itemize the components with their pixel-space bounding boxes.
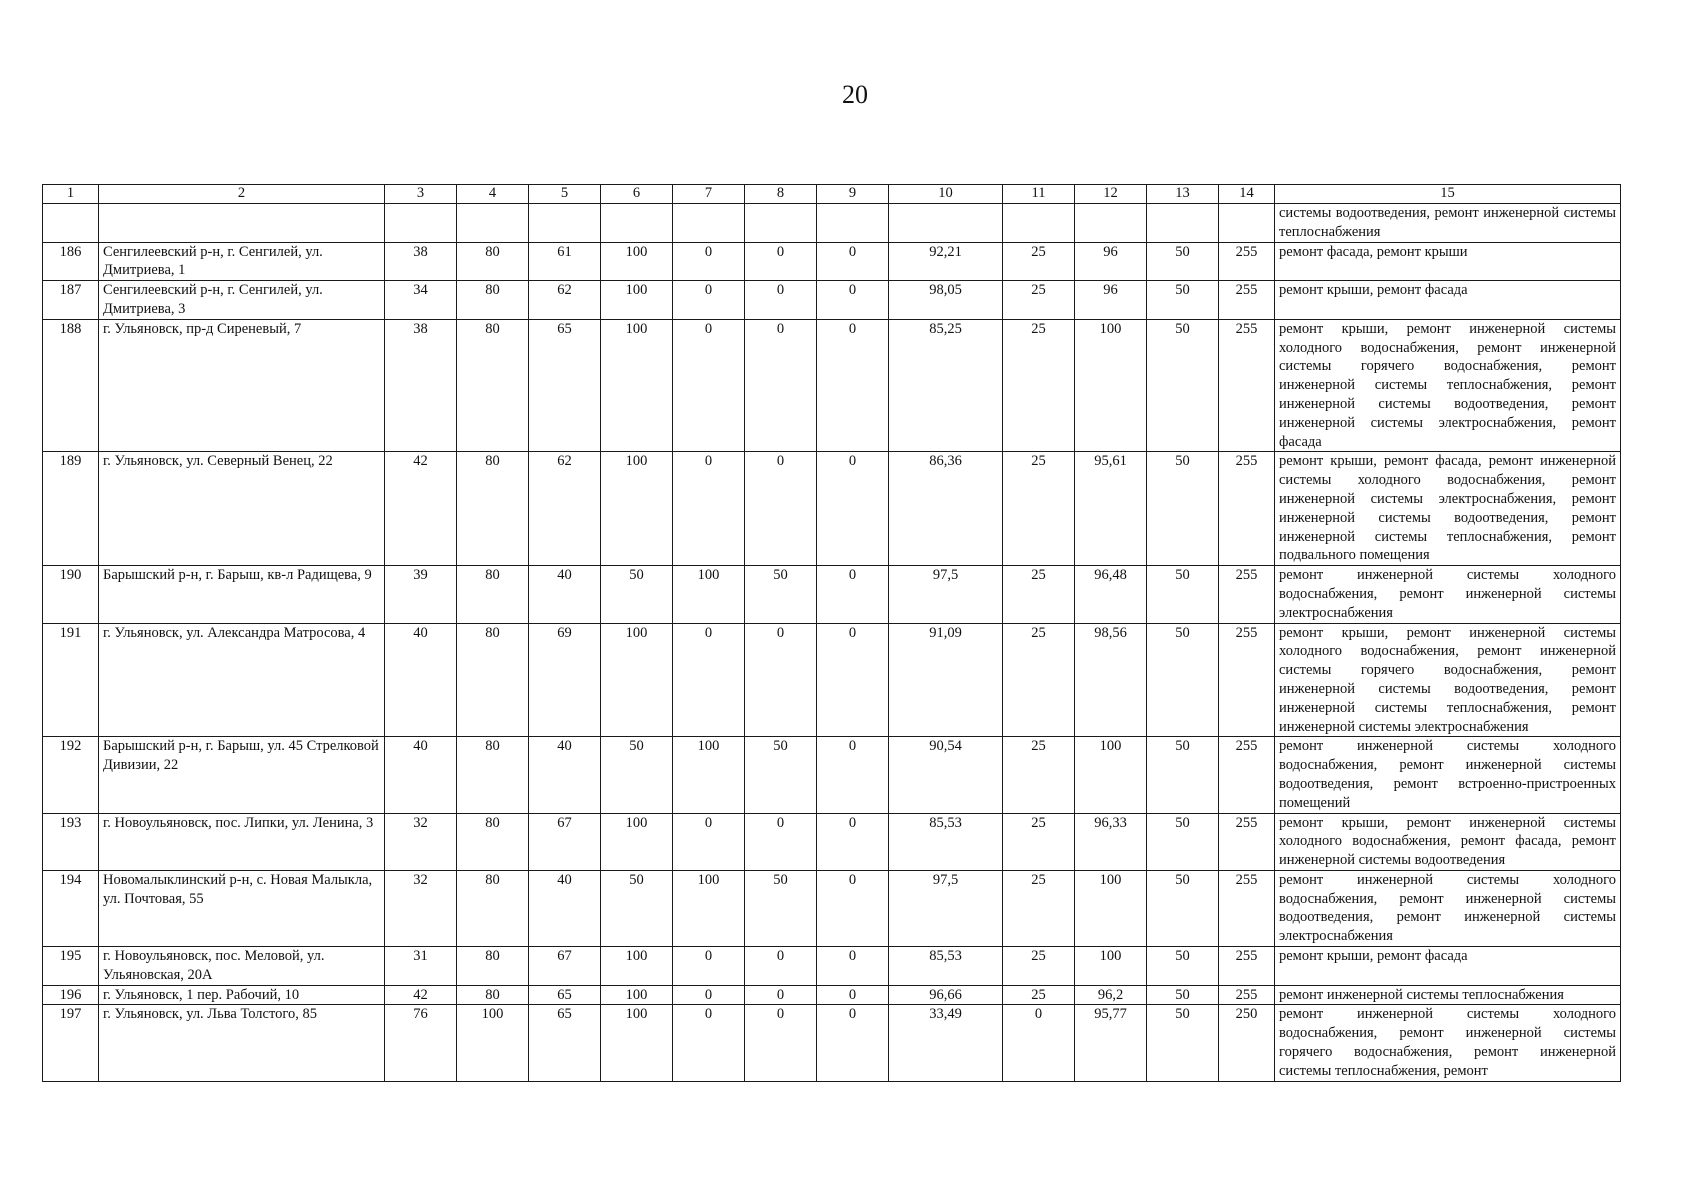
value-cell-col-13: 50 xyxy=(1147,452,1219,566)
value-cell-col-6: 100 xyxy=(601,623,673,737)
column-header-13: 13 xyxy=(1147,185,1219,204)
value-cell-col-3: 40 xyxy=(385,623,457,737)
works-text: ремонт фасада, ремонт крыши xyxy=(1279,243,1468,260)
column-header-11: 11 xyxy=(1003,185,1075,204)
value-cell-col-12: 95,77 xyxy=(1075,1005,1147,1081)
value-cell-col-7: 0 xyxy=(673,242,745,281)
value-cell-col-6: 100 xyxy=(601,242,673,281)
value-cell-col-3: 34 xyxy=(385,281,457,320)
value-cell-col-10: 90,54 xyxy=(889,737,1003,813)
value-cell-col-5: 40 xyxy=(529,737,601,813)
value-cell-col-12: 95,61 xyxy=(1075,452,1147,566)
value-cell-col-13: 50 xyxy=(1147,281,1219,320)
value-cell-col-8: 0 xyxy=(745,319,817,452)
table-row xyxy=(43,566,1621,623)
row-number: 194 xyxy=(43,870,99,946)
value-cell-col-10: 96,66 xyxy=(889,985,1003,1005)
value-cell-col-11: 25 xyxy=(1003,813,1075,870)
value-cell-col-5: 61 xyxy=(529,242,601,281)
table-row xyxy=(43,813,1621,870)
value-cell-col-9: 0 xyxy=(817,319,889,452)
address-cell: Новомалыклинский р-н, с. Новая Малыкла, ул. Почтовая, 55 xyxy=(99,870,385,946)
value-cell-col-13: 50 xyxy=(1147,242,1219,281)
row-number xyxy=(43,204,99,243)
value-cell-col-3: 39 xyxy=(385,566,457,623)
value-cell-col-7: 0 xyxy=(673,947,745,986)
column-header-15: 15 xyxy=(1275,185,1621,204)
value-cell-col-5: 65 xyxy=(529,985,601,1005)
works-text: ремонт инженерной системы холодного водоснабжения, ремонт инженерной системы водоотведения, ремонт встроенно-пристроенных помещений xyxy=(1279,738,1616,811)
value-cell-col-7: 100 xyxy=(673,566,745,623)
works-text: ремонт крыши, ремонт инженерной системы холодного водоснабжения, ремонт фасада, ремонт инженерной системы водоотведения xyxy=(1279,814,1616,869)
value-cell-col-3 xyxy=(385,204,457,243)
value-cell-col-8: 0 xyxy=(745,242,817,281)
works-cell xyxy=(1275,870,1621,946)
value-cell-col-8: 0 xyxy=(745,281,817,320)
value-cell-col-12: 96 xyxy=(1075,281,1147,320)
value-cell-col-12: 98,56 xyxy=(1075,623,1147,737)
address-cell xyxy=(99,204,385,243)
value-cell-col-9: 0 xyxy=(817,813,889,870)
value-cell-col-9: 0 xyxy=(817,242,889,281)
value-cell-col-11: 25 xyxy=(1003,319,1075,452)
column-header-10: 10 xyxy=(889,185,1003,204)
value-cell-col-13: 50 xyxy=(1147,737,1219,813)
value-cell-col-14: 255 xyxy=(1219,319,1275,452)
table-row xyxy=(43,319,1621,452)
value-cell-col-9: 0 xyxy=(817,1005,889,1081)
value-cell-col-4: 80 xyxy=(457,452,529,566)
value-cell-col-7 xyxy=(673,204,745,243)
value-cell-col-10: 33,49 xyxy=(889,1005,1003,1081)
row-number: 195 xyxy=(43,947,99,986)
value-cell-col-13: 50 xyxy=(1147,319,1219,452)
works-cell xyxy=(1275,566,1621,623)
works-cell xyxy=(1275,281,1621,320)
works-text: ремонт крыши, ремонт фасада, ремонт инженерной системы холодного водоснабжения, ремонт инженерной системы электроснабжения, ремонт инженерной системы водоотведения, ремонт инженерной системы теплоснабжения, ремонт подвального помещения xyxy=(1279,453,1616,564)
table-row xyxy=(43,281,1621,320)
value-cell-col-5: 65 xyxy=(529,319,601,452)
address-cell: г. Ульяновск, ул. Северный Венец, 22 xyxy=(99,452,385,566)
value-cell-col-4: 80 xyxy=(457,737,529,813)
value-cell-col-12: 100 xyxy=(1075,319,1147,452)
value-cell-col-6: 100 xyxy=(601,281,673,320)
address-cell: г. Новоульяновск, пос. Меловой, ул. Ульяновская, 20А xyxy=(99,947,385,986)
value-cell-col-5: 62 xyxy=(529,452,601,566)
column-header-4: 4 xyxy=(457,185,529,204)
address-cell: г. Ульяновск, ул. Александра Матросова, 4 xyxy=(99,623,385,737)
value-cell-col-14: 255 xyxy=(1219,737,1275,813)
row-number: 191 xyxy=(43,623,99,737)
value-cell-col-8: 0 xyxy=(745,452,817,566)
value-cell-col-7: 0 xyxy=(673,985,745,1005)
value-cell-col-12 xyxy=(1075,204,1147,243)
table-body xyxy=(43,204,1621,1082)
value-cell-col-6: 100 xyxy=(601,985,673,1005)
works-cell xyxy=(1275,985,1621,1005)
value-cell-col-3: 42 xyxy=(385,985,457,1005)
value-cell-col-14: 255 xyxy=(1219,242,1275,281)
value-cell-col-9: 0 xyxy=(817,737,889,813)
column-header-5: 5 xyxy=(529,185,601,204)
value-cell-col-14: 255 xyxy=(1219,452,1275,566)
value-cell-col-6: 100 xyxy=(601,947,673,986)
value-cell-col-11: 0 xyxy=(1003,1005,1075,1081)
value-cell-col-11: 25 xyxy=(1003,281,1075,320)
table-row xyxy=(43,947,1621,986)
value-cell-col-11: 25 xyxy=(1003,623,1075,737)
works-text: ремонт крыши, ремонт фасада xyxy=(1279,282,1468,299)
value-cell-col-8: 0 xyxy=(745,813,817,870)
value-cell-col-4: 80 xyxy=(457,870,529,946)
value-cell-col-4: 80 xyxy=(457,566,529,623)
column-header-3: 3 xyxy=(385,185,457,204)
column-header-7: 7 xyxy=(673,185,745,204)
column-header-9: 9 xyxy=(817,185,889,204)
table-header xyxy=(43,185,1621,204)
value-cell-col-10: 85,53 xyxy=(889,813,1003,870)
value-cell-col-6: 100 xyxy=(601,319,673,452)
value-cell-col-10: 86,36 xyxy=(889,452,1003,566)
value-cell-col-5: 62 xyxy=(529,281,601,320)
value-cell-col-8 xyxy=(745,204,817,243)
value-cell-col-8: 0 xyxy=(745,985,817,1005)
value-cell-col-11: 25 xyxy=(1003,737,1075,813)
value-cell-col-5: 40 xyxy=(529,870,601,946)
row-number: 187 xyxy=(43,281,99,320)
value-cell-col-12: 96,2 xyxy=(1075,985,1147,1005)
value-cell-col-4: 80 xyxy=(457,319,529,452)
table-row xyxy=(43,870,1621,946)
value-cell-col-13: 50 xyxy=(1147,566,1219,623)
works-text: ремонт крыши, ремонт инженерной системы холодного водоснабжения, ремонт инженерной системы горячего водоснабжения, ремонт инженерной системы водоотведения, ремонт инженерной системы теплоснабжения, ремонт инженерной системы электроснабжения xyxy=(1279,624,1616,735)
address-cell: Сенгилеевский р-н, г. Сенгилей, ул. Дмитриева, 3 xyxy=(99,281,385,320)
value-cell-col-9: 0 xyxy=(817,281,889,320)
value-cell-col-7: 0 xyxy=(673,1005,745,1081)
value-cell-col-14: 255 xyxy=(1219,870,1275,946)
value-cell-col-8: 0 xyxy=(745,623,817,737)
value-cell-col-13: 50 xyxy=(1147,623,1219,737)
works-cell xyxy=(1275,242,1621,281)
value-cell-col-3: 40 xyxy=(385,737,457,813)
value-cell-col-4: 80 xyxy=(457,947,529,986)
value-cell-col-4: 100 xyxy=(457,1005,529,1081)
address-cell: Сенгилеевский р-н, г. Сенгилей, ул. Дмитриева, 1 xyxy=(99,242,385,281)
value-cell-col-3: 32 xyxy=(385,870,457,946)
header-row xyxy=(43,185,1621,204)
value-cell-col-14: 250 xyxy=(1219,1005,1275,1081)
value-cell-col-4: 80 xyxy=(457,242,529,281)
row-number: 197 xyxy=(43,1005,99,1081)
value-cell-col-9: 0 xyxy=(817,947,889,986)
value-cell-col-11: 25 xyxy=(1003,985,1075,1005)
value-cell-col-6: 50 xyxy=(601,566,673,623)
value-cell-col-11: 25 xyxy=(1003,566,1075,623)
value-cell-col-4 xyxy=(457,204,529,243)
value-cell-col-7: 0 xyxy=(673,813,745,870)
row-number: 192 xyxy=(43,737,99,813)
row-number: 190 xyxy=(43,566,99,623)
value-cell-col-3: 38 xyxy=(385,242,457,281)
address-cell: г. Ульяновск, пр-д Сиреневый, 7 xyxy=(99,319,385,452)
value-cell-col-12: 96,33 xyxy=(1075,813,1147,870)
value-cell-col-10: 85,25 xyxy=(889,319,1003,452)
value-cell-col-9: 0 xyxy=(817,985,889,1005)
value-cell-col-11: 25 xyxy=(1003,242,1075,281)
value-cell-col-5: 40 xyxy=(529,566,601,623)
row-number: 186 xyxy=(43,242,99,281)
works-cell xyxy=(1275,623,1621,737)
works-cell xyxy=(1275,947,1621,986)
column-header-12: 12 xyxy=(1075,185,1147,204)
value-cell-col-10: 97,5 xyxy=(889,566,1003,623)
table-row xyxy=(43,737,1621,813)
value-cell-col-14: 255 xyxy=(1219,566,1275,623)
row-number: 196 xyxy=(43,985,99,1005)
value-cell-col-4: 80 xyxy=(457,623,529,737)
value-cell-col-10 xyxy=(889,204,1003,243)
value-cell-col-7: 100 xyxy=(673,737,745,813)
value-cell-col-3: 76 xyxy=(385,1005,457,1081)
works-cell xyxy=(1275,737,1621,813)
value-cell-col-12: 96 xyxy=(1075,242,1147,281)
value-cell-col-13: 50 xyxy=(1147,813,1219,870)
value-cell-col-11: 25 xyxy=(1003,947,1075,986)
works-cell xyxy=(1275,204,1621,243)
value-cell-col-6 xyxy=(601,204,673,243)
value-cell-col-11 xyxy=(1003,204,1075,243)
works-cell xyxy=(1275,813,1621,870)
address-cell: г. Ульяновск, 1 пер. Рабочий, 10 xyxy=(99,985,385,1005)
works-text: ремонт инженерной системы теплоснабжения xyxy=(1279,986,1564,1003)
value-cell-col-8: 50 xyxy=(745,870,817,946)
works-cell xyxy=(1275,319,1621,452)
value-cell-col-3: 31 xyxy=(385,947,457,986)
table-row xyxy=(43,452,1621,566)
table-row-continuation xyxy=(43,204,1621,243)
value-cell-col-10: 97,5 xyxy=(889,870,1003,946)
table-row xyxy=(43,242,1621,281)
works-cell xyxy=(1275,452,1621,566)
value-cell-col-13 xyxy=(1147,204,1219,243)
works-cell xyxy=(1275,1005,1621,1081)
value-cell-col-14: 255 xyxy=(1219,281,1275,320)
column-header-6: 6 xyxy=(601,185,673,204)
value-cell-col-6: 100 xyxy=(601,1005,673,1081)
works-text: ремонт инженерной системы холодного водоснабжения, ремонт инженерной системы электроснабжения xyxy=(1279,567,1616,621)
column-header-8: 8 xyxy=(745,185,817,204)
value-cell-col-8: 0 xyxy=(745,1005,817,1081)
value-cell-col-13: 50 xyxy=(1147,1005,1219,1081)
value-cell-col-14: 255 xyxy=(1219,813,1275,870)
value-cell-col-8: 50 xyxy=(745,566,817,623)
value-cell-col-13: 50 xyxy=(1147,985,1219,1005)
value-cell-col-10: 98,05 xyxy=(889,281,1003,320)
row-number: 189 xyxy=(43,452,99,566)
value-cell-col-14: 255 xyxy=(1219,947,1275,986)
page-number: 20 xyxy=(842,80,868,109)
value-cell-col-9 xyxy=(817,204,889,243)
row-number: 193 xyxy=(43,813,99,870)
value-cell-col-5 xyxy=(529,204,601,243)
value-cell-col-4: 80 xyxy=(457,813,529,870)
table-row xyxy=(43,985,1621,1005)
value-cell-col-7: 0 xyxy=(673,623,745,737)
value-cell-col-13: 50 xyxy=(1147,947,1219,986)
value-cell-col-8: 0 xyxy=(745,947,817,986)
works-text: ремонт крыши, ремонт фасада xyxy=(1279,948,1468,965)
value-cell-col-12: 100 xyxy=(1075,947,1147,986)
value-cell-col-3: 42 xyxy=(385,452,457,566)
value-cell-col-14: 255 xyxy=(1219,985,1275,1005)
works-text: ремонт крыши, ремонт инженерной системы холодного водоснабжения, ремонт инженерной системы горячего водоснабжения, ремонт инженерной системы теплоснабжения, ремонт инженерной системы водоотведения, ремонт инженерной системы электроснабжения, ремонт фасада xyxy=(1279,320,1616,450)
value-cell-col-10: 85,53 xyxy=(889,947,1003,986)
row-number: 188 xyxy=(43,319,99,452)
value-cell-col-7: 0 xyxy=(673,452,745,566)
address-cell: Барышский р-н, г. Барыш, ул. 45 Стрелковой Дивизии, 22 xyxy=(99,737,385,813)
value-cell-col-10: 91,09 xyxy=(889,623,1003,737)
value-cell-col-14: 255 xyxy=(1219,623,1275,737)
works-text: ремонт инженерной системы холодного водоснабжения, ремонт инженерной системы горячего водоснабжения, ремонт инженерной системы теплоснабжения, ремонт xyxy=(1279,1006,1616,1079)
works-text: системы водоотведения, ремонт инженерной системы теплоснабжения xyxy=(1279,205,1616,240)
value-cell-col-6: 50 xyxy=(601,737,673,813)
value-cell-col-6: 100 xyxy=(601,452,673,566)
value-cell-col-5: 67 xyxy=(529,947,601,986)
value-cell-col-12: 96,48 xyxy=(1075,566,1147,623)
table-row xyxy=(43,623,1621,737)
value-cell-col-9: 0 xyxy=(817,566,889,623)
value-cell-col-9: 0 xyxy=(817,452,889,566)
value-cell-col-6: 50 xyxy=(601,870,673,946)
value-cell-col-4: 80 xyxy=(457,985,529,1005)
value-cell-col-8: 50 xyxy=(745,737,817,813)
table-row xyxy=(43,1005,1621,1081)
address-cell: Барышский р-н, г. Барыш, кв-л Радищева, 9 xyxy=(99,566,385,623)
value-cell-col-12: 100 xyxy=(1075,737,1147,813)
value-cell-col-3: 38 xyxy=(385,319,457,452)
value-cell-col-5: 69 xyxy=(529,623,601,737)
address-cell: г. Новоульяновск, пос. Липки, ул. Ленина, 3 xyxy=(99,813,385,870)
value-cell-col-10: 92,21 xyxy=(889,242,1003,281)
value-cell-col-5: 65 xyxy=(529,1005,601,1081)
value-cell-col-3: 32 xyxy=(385,813,457,870)
column-header-1: 1 xyxy=(43,185,99,204)
value-cell-col-7: 0 xyxy=(673,281,745,320)
data-table xyxy=(42,184,1621,1082)
value-cell-col-14 xyxy=(1219,204,1275,243)
works-text: ремонт инженерной системы холодного водоснабжения, ремонт инженерной системы водоотведения, ремонт инженерной системы электроснабжения xyxy=(1279,871,1616,945)
value-cell-col-6: 100 xyxy=(601,813,673,870)
column-header-14: 14 xyxy=(1219,185,1275,204)
value-cell-col-12: 100 xyxy=(1075,870,1147,946)
value-cell-col-11: 25 xyxy=(1003,452,1075,566)
value-cell-col-5: 67 xyxy=(529,813,601,870)
value-cell-col-7: 0 xyxy=(673,319,745,452)
value-cell-col-4: 80 xyxy=(457,281,529,320)
value-cell-col-11: 25 xyxy=(1003,870,1075,946)
value-cell-col-13: 50 xyxy=(1147,870,1219,946)
value-cell-col-7: 100 xyxy=(673,870,745,946)
value-cell-col-9: 0 xyxy=(817,870,889,946)
column-header-2: 2 xyxy=(99,185,385,204)
address-cell: г. Ульяновск, ул. Льва Толстого, 85 xyxy=(99,1005,385,1081)
value-cell-col-9: 0 xyxy=(817,623,889,737)
